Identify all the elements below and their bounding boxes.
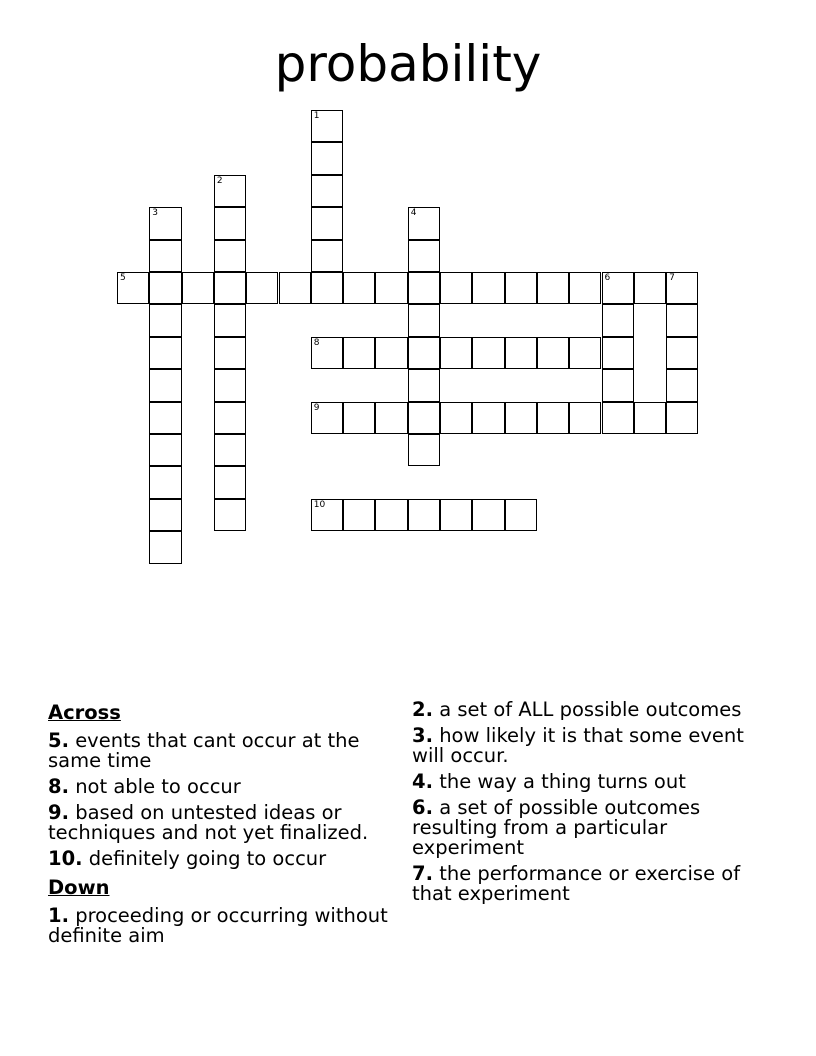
clue-down-1 xyxy=(48,906,408,946)
clue-down-6 xyxy=(412,798,752,858)
grid-cell[interactable] xyxy=(666,304,698,336)
clue-down-3 xyxy=(412,726,752,766)
grid-cell[interactable] xyxy=(440,337,472,369)
clue-number: 7. xyxy=(412,862,433,885)
grid-cell[interactable] xyxy=(311,240,343,272)
grid-cell[interactable] xyxy=(537,402,569,434)
grid-cell[interactable] xyxy=(343,337,375,369)
down-heading: Down xyxy=(48,876,110,899)
grid-cell[interactable] xyxy=(182,272,214,304)
grid-cell[interactable] xyxy=(569,337,601,369)
grid-cell[interactable] xyxy=(214,240,246,272)
grid-cell[interactable] xyxy=(440,272,472,304)
grid-cell[interactable] xyxy=(408,207,440,239)
grid-cell[interactable] xyxy=(666,272,698,304)
grid-cell[interactable] xyxy=(375,272,407,304)
grid-cell[interactable] xyxy=(149,499,181,531)
clue-text: the performance or exercise of that experiment xyxy=(412,862,741,905)
cell-number: 8 xyxy=(313,337,320,348)
grid-cell[interactable] xyxy=(569,272,601,304)
grid-cell[interactable] xyxy=(311,207,343,239)
clue-number: 10. xyxy=(48,847,83,870)
grid-cell[interactable] xyxy=(343,272,375,304)
grid-cell[interactable] xyxy=(408,240,440,272)
clue-text: the way a thing turns out xyxy=(439,770,686,793)
grid-cell[interactable] xyxy=(311,142,343,174)
grid-cell[interactable] xyxy=(117,272,149,304)
grid-cell[interactable] xyxy=(311,175,343,207)
clue-text: a set of ALL possible outcomes xyxy=(439,698,742,721)
clue-down-7 xyxy=(412,864,752,904)
puzzle-title: probability xyxy=(274,35,542,93)
grid-cell[interactable] xyxy=(537,272,569,304)
grid-cell[interactable] xyxy=(149,531,181,563)
clue-across-5 xyxy=(48,731,408,771)
clue-text: proceeding or occurring without definite aim xyxy=(48,904,388,947)
clue-across-8 xyxy=(48,777,408,797)
grid-cell[interactable] xyxy=(149,466,181,498)
cell-number: 7 xyxy=(669,273,675,283)
clue-number: 3. xyxy=(412,724,433,747)
grid-cell[interactable] xyxy=(505,402,537,434)
grid-cell[interactable] xyxy=(505,337,537,369)
grid-cell[interactable] xyxy=(472,499,504,531)
grid-cell[interactable] xyxy=(311,337,343,369)
grid-cell[interactable] xyxy=(214,434,246,466)
grid-cell[interactable] xyxy=(311,110,343,142)
grid-cell[interactable] xyxy=(279,272,311,304)
grid-cell[interactable] xyxy=(634,402,666,434)
clue-down-2 xyxy=(412,700,752,720)
cell-number: 5 xyxy=(120,273,126,283)
grid-cell[interactable] xyxy=(602,272,634,304)
clue-number: 6. xyxy=(412,796,433,819)
cell-number: 6 xyxy=(604,273,611,283)
cell-number: 2 xyxy=(216,175,223,186)
grid-cell[interactable] xyxy=(666,337,698,369)
clue-text: events that cant occur at the same time xyxy=(48,729,360,772)
grid-cell[interactable] xyxy=(408,402,440,434)
grid-cell[interactable] xyxy=(214,466,246,498)
cell-number: 9 xyxy=(313,402,320,413)
crossword-grid xyxy=(117,110,699,564)
grid-cell[interactable] xyxy=(149,434,181,466)
grid-cell[interactable] xyxy=(214,304,246,336)
grid-cell[interactable] xyxy=(440,499,472,531)
grid-cell[interactable] xyxy=(149,272,181,304)
clue-text: a set of possible outcomes resulting from a particular experiment xyxy=(412,796,701,859)
grid-cell[interactable] xyxy=(602,402,634,434)
clue-text: definitely going to occur xyxy=(88,847,327,870)
cell-number: 10 xyxy=(313,499,326,510)
clue-number: 5. xyxy=(48,729,69,752)
clue-across-10 xyxy=(48,849,408,869)
clue-number: 8. xyxy=(48,775,69,798)
grid-cell[interactable] xyxy=(343,499,375,531)
clue-number: 2. xyxy=(412,698,433,721)
grid-cell[interactable] xyxy=(472,402,504,434)
grid-cell[interactable] xyxy=(246,272,278,304)
grid-cell[interactable] xyxy=(505,499,537,531)
cell-number: 3 xyxy=(152,208,159,219)
grid-cell[interactable] xyxy=(311,402,343,434)
grid-cell[interactable] xyxy=(311,272,343,304)
grid-cell[interactable] xyxy=(505,272,537,304)
grid-cell[interactable] xyxy=(634,272,666,304)
grid-cell[interactable] xyxy=(537,337,569,369)
grid-cell[interactable] xyxy=(214,337,246,369)
clue-text: based on untested ideas or techniques and not yet finalized. xyxy=(48,801,369,844)
grid-cell[interactable] xyxy=(149,402,181,434)
grid-cell[interactable] xyxy=(472,272,504,304)
cell-number: 4 xyxy=(410,208,417,219)
grid-cell[interactable] xyxy=(214,499,246,531)
grid-cell[interactable] xyxy=(149,337,181,369)
clue-number: 4. xyxy=(412,770,433,793)
grid-cell[interactable] xyxy=(311,499,343,531)
clue-number: 1. xyxy=(48,904,69,927)
grid-cell[interactable] xyxy=(602,304,634,336)
cell-number: 1 xyxy=(313,111,320,121)
grid-cell[interactable] xyxy=(666,402,698,434)
grid-cell[interactable] xyxy=(149,207,181,239)
grid-cell[interactable] xyxy=(375,402,407,434)
grid-cell[interactable] xyxy=(408,499,440,531)
grid-cell[interactable] xyxy=(408,304,440,336)
clues-left-column xyxy=(48,700,408,952)
clue-number: 9. xyxy=(48,801,69,824)
grid-cell[interactable] xyxy=(408,434,440,466)
clue-across-9 xyxy=(48,803,408,843)
grid-cell[interactable] xyxy=(149,240,181,272)
grid-cell[interactable] xyxy=(214,272,246,304)
grid-cell[interactable] xyxy=(602,369,634,401)
grid-cell[interactable] xyxy=(602,337,634,369)
clue-text: not able to occur xyxy=(75,775,241,798)
grid-cell[interactable] xyxy=(569,402,601,434)
grid-cell[interactable] xyxy=(149,369,181,401)
grid-cell[interactable] xyxy=(666,369,698,401)
grid-cell[interactable] xyxy=(472,337,504,369)
grid-cell[interactable] xyxy=(408,369,440,401)
grid-cell[interactable] xyxy=(375,337,407,369)
clue-down-4 xyxy=(412,772,752,792)
grid-cell[interactable] xyxy=(214,369,246,401)
grid-cell[interactable] xyxy=(343,402,375,434)
grid-cell[interactable] xyxy=(149,304,181,336)
clues-right-column xyxy=(412,700,752,910)
grid-cell[interactable] xyxy=(214,175,246,207)
grid-cell[interactable] xyxy=(214,207,246,239)
grid-cell[interactable] xyxy=(214,402,246,434)
grid-cell[interactable] xyxy=(408,337,440,369)
grid-cell[interactable] xyxy=(375,499,407,531)
grid-cell[interactable] xyxy=(408,272,440,304)
clue-text: how likely it is that some event will occur. xyxy=(412,724,744,767)
grid-cell[interactable] xyxy=(440,402,472,434)
across-heading: Across xyxy=(48,701,121,724)
